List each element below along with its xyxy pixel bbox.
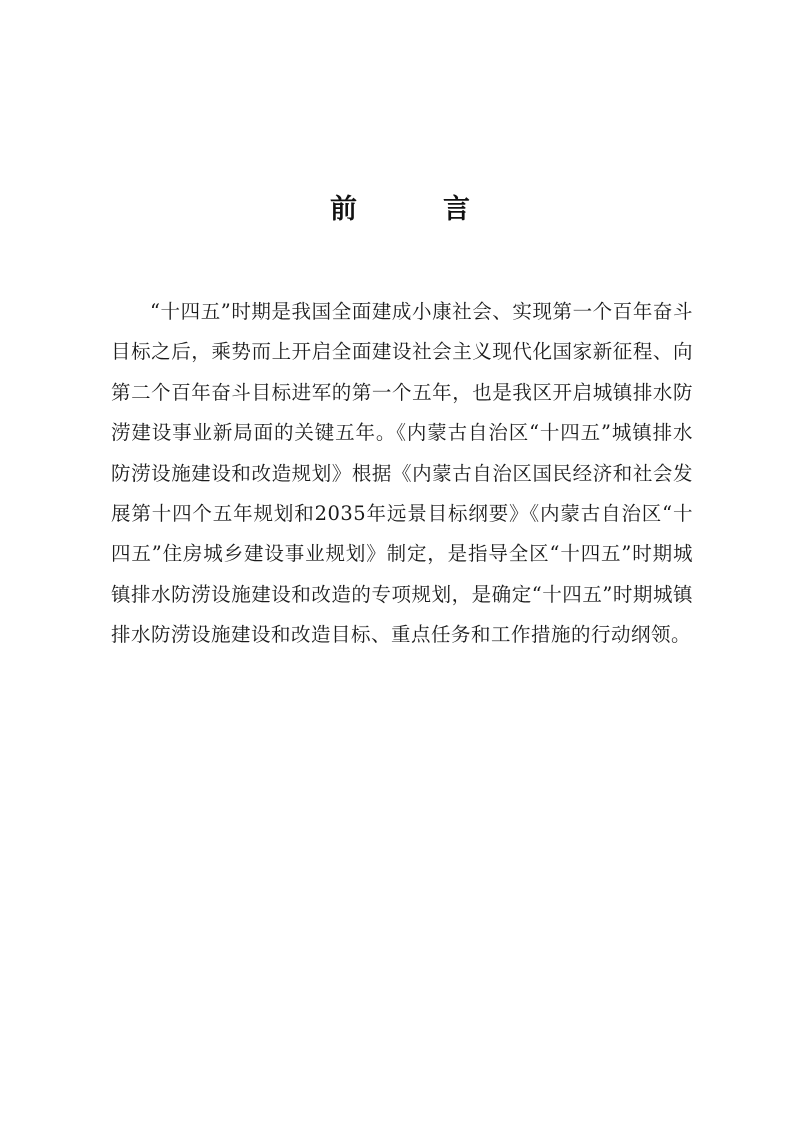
preface-paragraph: “十四五”时期是我国全面建成小康社会、实现第一个百年奋斗目标之后，乘势而上开启全面建设社会主义现代化国家新征程、向第二个百年奋斗目标进军的第一个五年，也是我区开启城镇排水防涝建设事业新局面的关键五年。《内蒙古自治区“十四五”城镇排水防涝设施建设和改造规划》根据《内蒙古自治区国民经济和社会发展第十四个五年规划和2035年远景目标纲要》《内蒙古自治区“十四五”住房城乡建设事业规划》制定，是指导全区“十四五”时期城镇排水防涝设施建设和改造的专项规划，是确定“十四五”时期城镇排水防涝设施建设和改造目标、重点任务和工作措施的行动纲领。 bbox=[111, 300, 693, 647]
page-title: 前言 bbox=[330, 194, 556, 225]
